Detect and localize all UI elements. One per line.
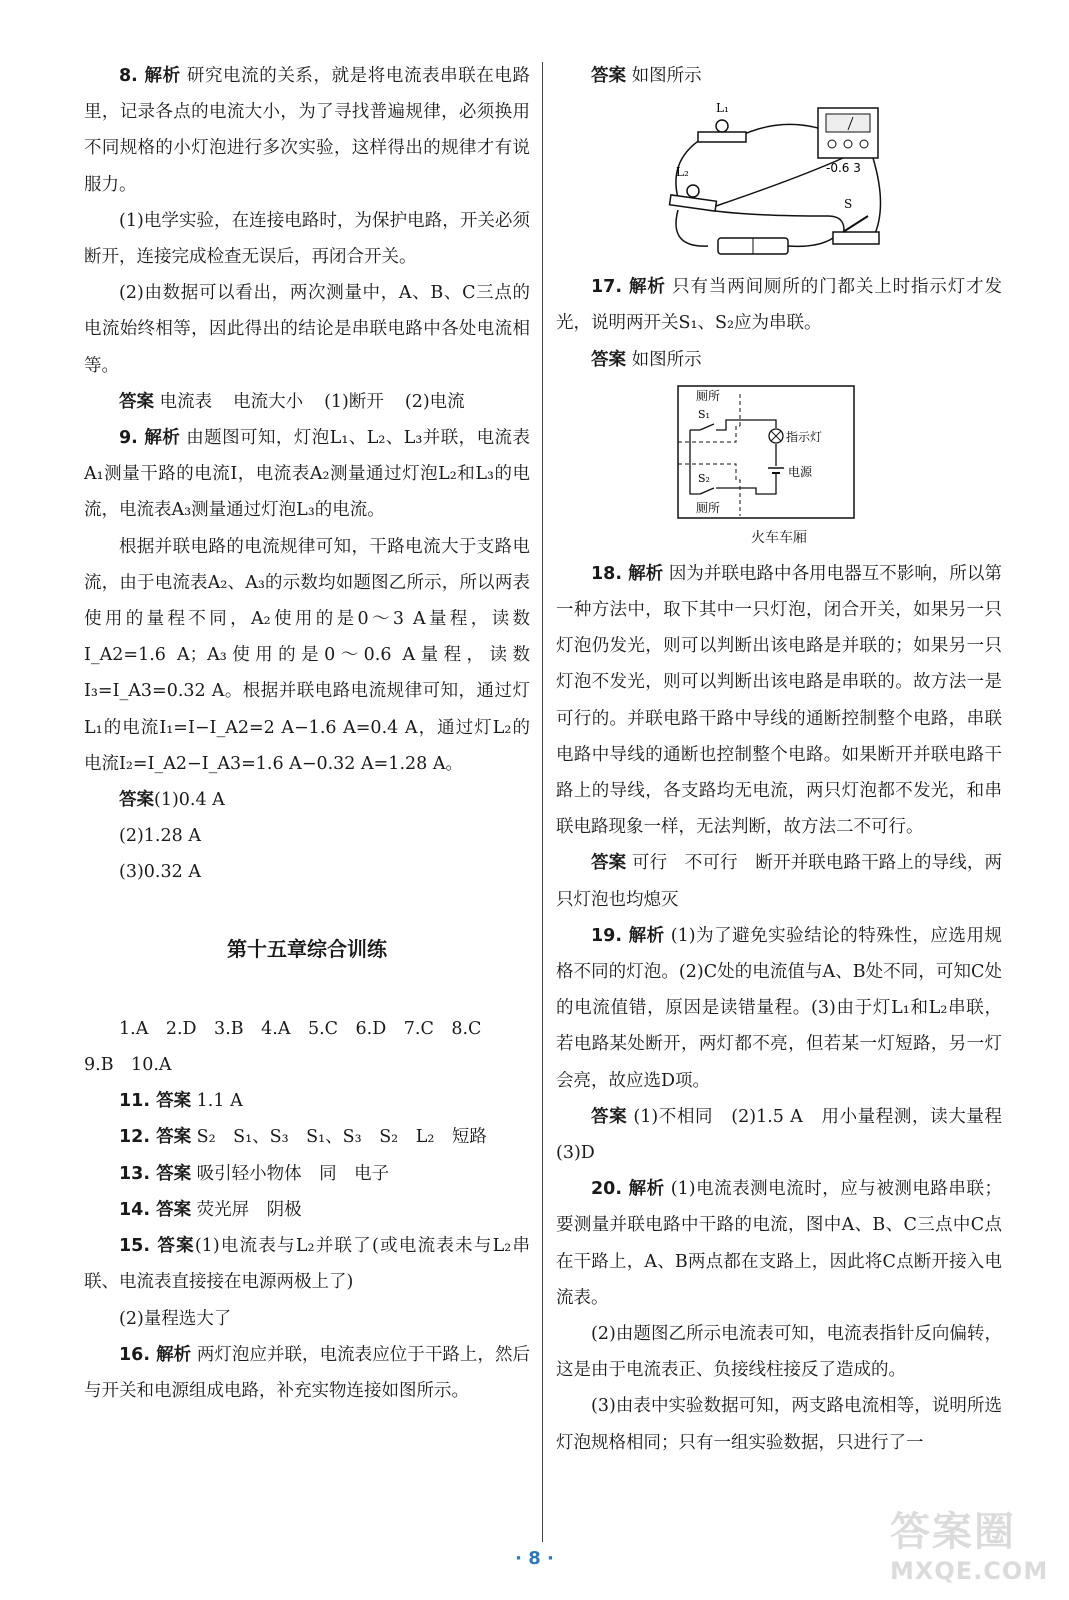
watermark-bottom: MXQE.COM	[890, 1557, 1049, 1585]
wire	[676, 210, 708, 246]
q15-answer-2: (2)量程选大了	[119, 1308, 232, 1329]
wire	[873, 158, 881, 238]
switch-lever-icon	[843, 216, 868, 232]
q19-analysis: 19. 解析 (1)为了避免实验结论的特殊性，应选用规格不同的灯泡。(2)C处的电流值与A、B处不同，可知C处的电流值错，原因是读错量程。(3)由于灯L₁和L₂串联，若电路某处断开，两灯都不亮，但若某一灯短路，另一灯会亮，故应选D项。	[556, 925, 1002, 1091]
q16-answer: 答案 如图所示	[591, 66, 702, 86]
mc-answers-line2: 9.B 10.A	[84, 1055, 172, 1076]
figure-2-caption: 火车车厢	[751, 529, 807, 546]
switch-label: S	[844, 197, 853, 212]
q15-answer: 15. 答案(1)电流表与L₂并联了(或电流表未与L₂串联、电流表直接接在电源两极上了)	[84, 1236, 531, 1293]
q16-analysis: 16. 解析 两灯泡应并联，电流表应位于干路上，然后与开关和电源组成电路，补充实物连接如图所示。	[84, 1344, 531, 1401]
s1-label: S₁	[698, 407, 710, 421]
q17-answer: 答案 如图所示	[591, 349, 702, 370]
wire	[788, 238, 833, 246]
circuit-figure-2	[676, 384, 856, 524]
left-column	[84, 58, 530, 1409]
l1-base	[698, 132, 746, 142]
terminal	[828, 140, 836, 148]
switch-base	[833, 232, 879, 244]
ammeter-label: -0.6 3	[826, 161, 861, 176]
q8-para1: (1)电学实验，在连接电路时，为保护电路，开关必须断开，连接完成检查无误后，再闭合开关。	[84, 210, 530, 268]
q17-analysis: 17. 解析 只有当两间厕所的门都关上时指示灯才发光，说明两开关S₁、S₂应为串联。	[556, 277, 1002, 334]
mc-answers-line1: 1.A 2.D 3.B 4.A 5.C 6.D 7.C 8.C	[119, 1018, 482, 1039]
l2-label: L₂	[676, 165, 689, 180]
q20-analysis: 20. 解析 (1)电流表测电流时，应与被测电路串联；要测量并联电路中干路的电流，图中A、B、C三点中C点在干路上，A、B两点都在支路上，因此将C点断开接入电流表。	[556, 1179, 1002, 1308]
column-divider	[542, 62, 543, 1542]
q9-answer-3: (3)0.32 A	[119, 862, 201, 883]
q9-answer-2: (2)1.28 A	[119, 826, 201, 847]
q8-para2: (2)由数据可以看出，两次测量中，A、B、C三点的电流始终相等，因此得出的结论是串联电路中各处电流相等。	[84, 283, 530, 376]
q18-answer: 答案 可行 不可行 断开并联电路干路上的导线，两只灯泡也均熄灭	[556, 853, 1003, 910]
page-number: · 8 ·	[515, 1548, 554, 1569]
q13-answer: 13. 答案 吸引轻小物体 同 电子	[119, 1163, 390, 1184]
right-column	[556, 58, 1020, 1461]
wire	[716, 158, 843, 206]
l1-label: L₁	[716, 101, 729, 116]
watermark-top: 答案圈	[890, 1509, 1016, 1555]
l1-bulb-icon	[716, 120, 728, 132]
q9-analysis: 9. 解析 由题图可知，灯泡L₁、L₂、L₃并联，电流表A₁测量干路的电流I，电流表A₂测量通过灯泡L₂和L₃的电流，电流表A₃测量通过灯泡L₃的电流。	[84, 428, 530, 521]
terminal	[860, 140, 868, 148]
q19-answer: 答案 (1)不相同 (2)1.5 A 用小量程测，读大量程 (3)D	[556, 1106, 1020, 1164]
q20-para3: (3)由表中实验数据可知，两支路电流相等，说明所选灯泡规格相同；只有一组实验数据，只进行了一	[556, 1396, 1002, 1453]
chapter-title: 第十五章综合训练	[227, 936, 387, 961]
q14-answer: 14. 答案 荧光屏 阴极	[119, 1199, 302, 1220]
q12-answer: 12. 答案 S₂ S₁、S₃ S₁、S₃ S₂ L₂ 短路	[119, 1127, 487, 1148]
terminal	[844, 140, 852, 148]
watermark-logo	[890, 1500, 1050, 1590]
wire	[708, 210, 844, 238]
carriage-outline	[678, 386, 854, 518]
power-label: 电源	[788, 464, 813, 479]
wire	[740, 125, 818, 137]
q20-para2: (2)由题图乙所示电流表可知，电流表指针反向偏转，这是由于电流表正、负接线柱接反了造成的。	[556, 1324, 1002, 1381]
circuit-figure-1	[648, 98, 888, 263]
q8-answer: 答案 电流表 电流大小 (1)断开 (2)电流	[119, 391, 465, 412]
toilet-1-label: 厕所	[696, 388, 721, 403]
q18-analysis: 18. 解析 因为并联电路中各用电器互不影响，所以第一种方法中，取下其中一只灯泡，闭合开关，如果另一只灯泡仍发光，则可以判断出该电路是并联的；如果另一只灯泡不发光，则可以判断出该电路是串联的。故方法一是可行的。并联电路干路中导线的通断控制整个电路，串联电路中导线的通断也控制整个电路。如果断开并联电路干路上的导线，各支路均无电流，两只灯泡都不发光，和串联电路现象一样，无法判断，故方法二不可行。	[556, 563, 1003, 838]
l2-bulb-icon	[687, 185, 699, 197]
q9-para1: 根据并联电路的电流规律可知，干路电流大于支路电流，由于电流表A₂、A₃的示数均如题图乙所示，所以两表使用的量程不同，A₂使用的是0～3 A量程，读数I_A2=1.6 A；A₃使用的是0～0.6 A量程，读数I₃=I_A3=0.32 A。根据并联电路电流规律可知，通过灯L₁的电流I₁=I−I_A2=2 A−1.6 A=0.4 A，通过灯L₂的电流I₂=I_A2−I_A3=1.6 A−0.32 A=1.28 A。	[84, 536, 530, 774]
q9-answer: 答案(1)0.4 A	[119, 790, 225, 811]
q8-analysis: 8. 解析 研究电流的关系，就是将电流表串联在电路里，记录各点的电流大小，为了寻找普遍规律，必须换用不同规格的小灯泡进行多次实验，这样得出的规律才有说服力。	[84, 66, 530, 195]
toilet-2-label: 厕所	[696, 500, 721, 515]
q11-answer: 11. 答案 1.1 A	[119, 1091, 243, 1112]
lamp-label: 指示灯	[786, 429, 823, 444]
s2-label: S₂	[698, 471, 710, 485]
